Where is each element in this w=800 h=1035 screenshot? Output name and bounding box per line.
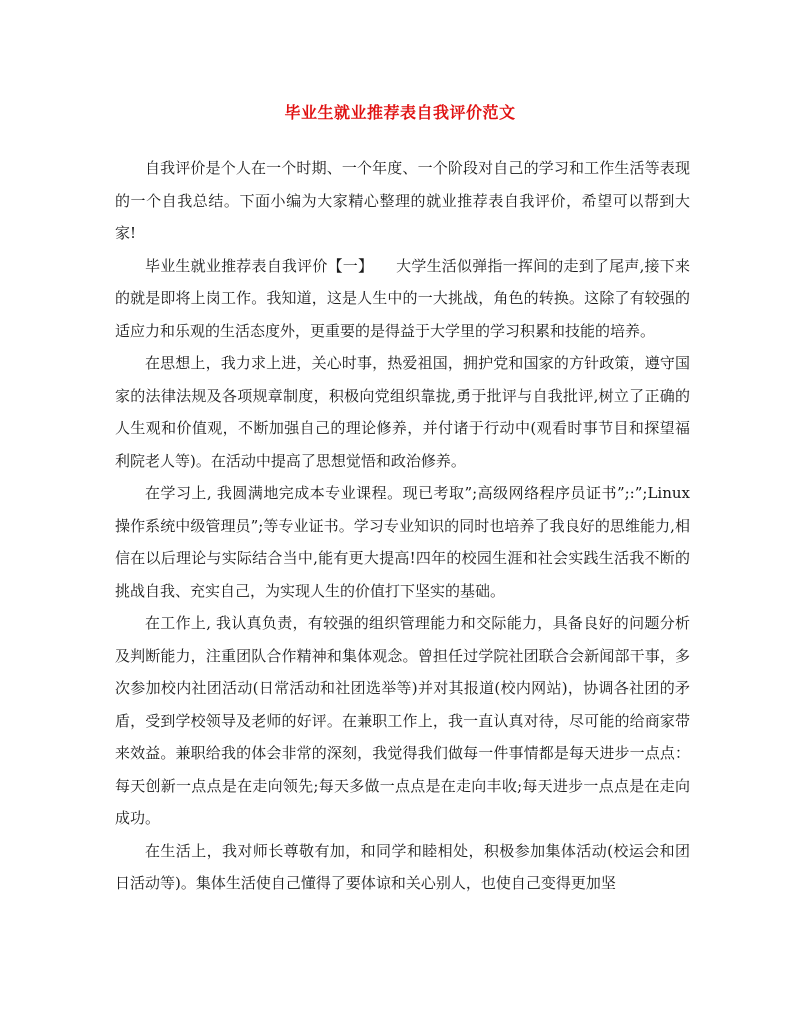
document-body xyxy=(115,152,690,900)
paragraph-intro: 自我评价是个人在一个时期、一个年度、一个阶段对自己的学习和工作生活等表现的一个自我总结。下面小编为大家精心整理的就业推荐表自我评价，希望可以帮到大家! xyxy=(115,159,690,242)
paragraph-study: 在学习上, 我圆满地完成本专业课程。现已考取”;高级网络程序员证书”;:”;Linux操作系统中级管理员”;等专业证书。学习专业知识的同时也培养了我良好的思维能力,相信在以后理论与实际结合当中,能有更大提高!四年的校园生涯和社会实践生活我不断的挑战自我、充实自己，为实现人生的价值打下坚实的基础。 xyxy=(115,484,690,600)
paragraph-evaluation-one: 毕业生就业推荐表自我评价【一】 大学生活似弹指一挥间的走到了尾声,接下来的就是即将上岗工作。我知道，这是人生中的一大挑战，角色的转换。这除了有较强的适应力和乐观的生活态度外，更重要的是得益于大学里的学习积累和技能的培养。 xyxy=(115,256,690,340)
paragraph-life: 在生活上，我对师长尊敬有加，和同学和睦相处，积极参加集体活动(校运会和团日活动等)。集体生活使自己懂得了要体谅和关心别人，也使自己变得更加坚 xyxy=(115,841,690,892)
paragraph-work: 在工作上, 我认真负责，有较强的组织管理能力和交际能力，具备良好的问题分析及判断能力，注重团队合作精神和集体观念。曾担任过学院社团联合会新闻部干事，多次参加校内社团活动(日常活动和社团选举等)并对其报道(校内网站)，协调各社团的矛盾，受到学校领导及老师的好评。在兼职工作上，我一直认真对待，尽可能的给商家带来效益。兼职给我的体会非常的深刻，我觉得我们做每一件事情都是每天进步一点点：每天创新一点点是在走向领先;每天多做一点点是在走向丰收;每天进步一点点是在走向成功。 xyxy=(115,614,690,827)
paragraph-thought: 在思想上，我力求上进，关心时事，热爱祖国，拥护党和国家的方针政策，遵守国家的法律法规及各项规章制度，积极向党组织靠拢,勇于批评与自我批评,树立了正确的人生观和价值观，不断加强自己的理论修养，并付诸于行动中(观看时事节目和探望福利院老人等)。在活动中提高了思想觉悟和政治修养。 xyxy=(115,354,690,470)
document-title: 毕业生就业推荐表自我评价范文 xyxy=(284,103,516,122)
